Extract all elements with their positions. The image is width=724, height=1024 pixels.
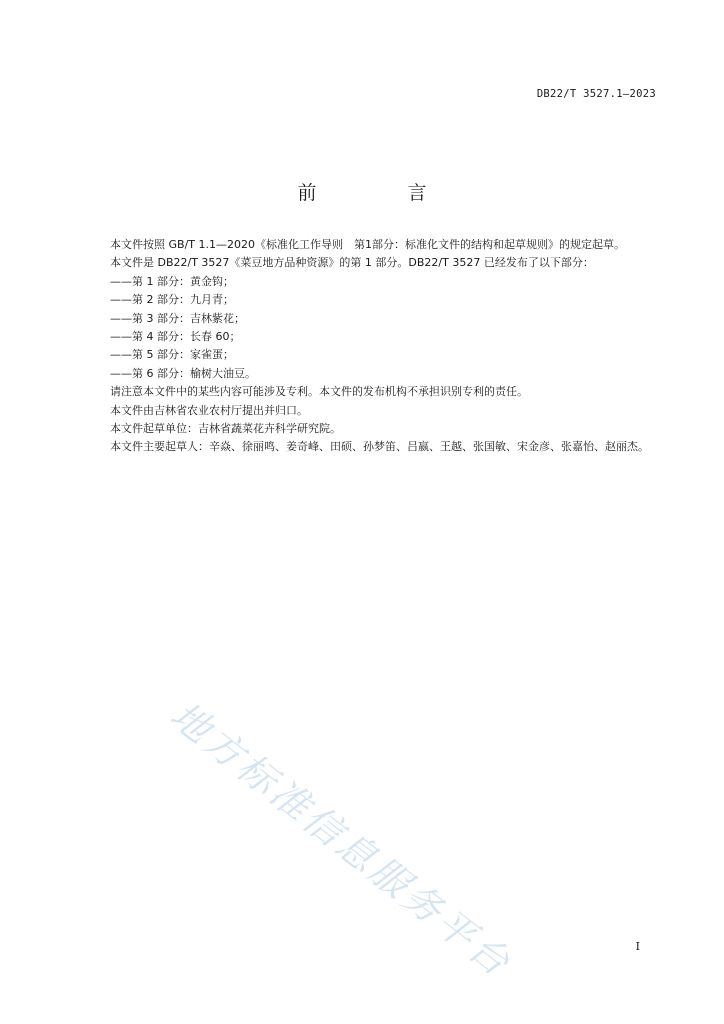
foreword-body: [88, 236, 656, 457]
paragraph-drafting-unit: 本文件起草单位：吉林省蔬菜花卉科学研究院。: [110, 422, 341, 436]
paragraph-patent-notice: 请注意本文件中的某些内容可能涉及专利。本文件的发布机构不承担识别专利的责任。: [110, 385, 528, 399]
paragraph-proposer: 本文件由吉林省农业农村厅提出并归口。: [110, 403, 308, 417]
standard-code: DB22/T 3527.1—2023: [536, 88, 656, 100]
list-item-part-2: ——第 2 部分：九月青；: [110, 293, 234, 307]
page-title: 前 言: [297, 182, 463, 204]
list-item-part-6: ——第 6 部分：榆树大油豆。: [110, 366, 256, 380]
paragraph-series-intro: 本文件是 DB22/T 3527《菜豆地方品种资源》的第 1 部分。DB22/T 3527 已经发布了以下部分：: [110, 256, 594, 270]
watermark: 地方标准信息服务平台: [162, 692, 521, 987]
list-item-part-3: ——第 3 部分：吉林紫花；: [110, 311, 245, 325]
page-number: I: [635, 940, 640, 953]
list-item-part-5: ——第 5 部分：家雀蛋；: [110, 348, 234, 362]
list-item-part-4: ——第 4 部分：长春 60；: [110, 330, 241, 344]
list-item-part-1: ——第 1 部分：黄金钩；: [110, 274, 234, 288]
paragraph-drafters: 本文件主要起草人：辛焱、徐丽鸣、姜奇峰、田硕、孙梦笛、吕嬴、王越、张国敏、宋金彦、张嘉怡、赵丽杰。: [110, 440, 649, 454]
paragraph-drafting-rules: 本文件按照 GB/T 1.1—2020《标准化工作导则 第1部分：标准化文件的结构和起草规则》的规定起草。: [110, 238, 625, 251]
